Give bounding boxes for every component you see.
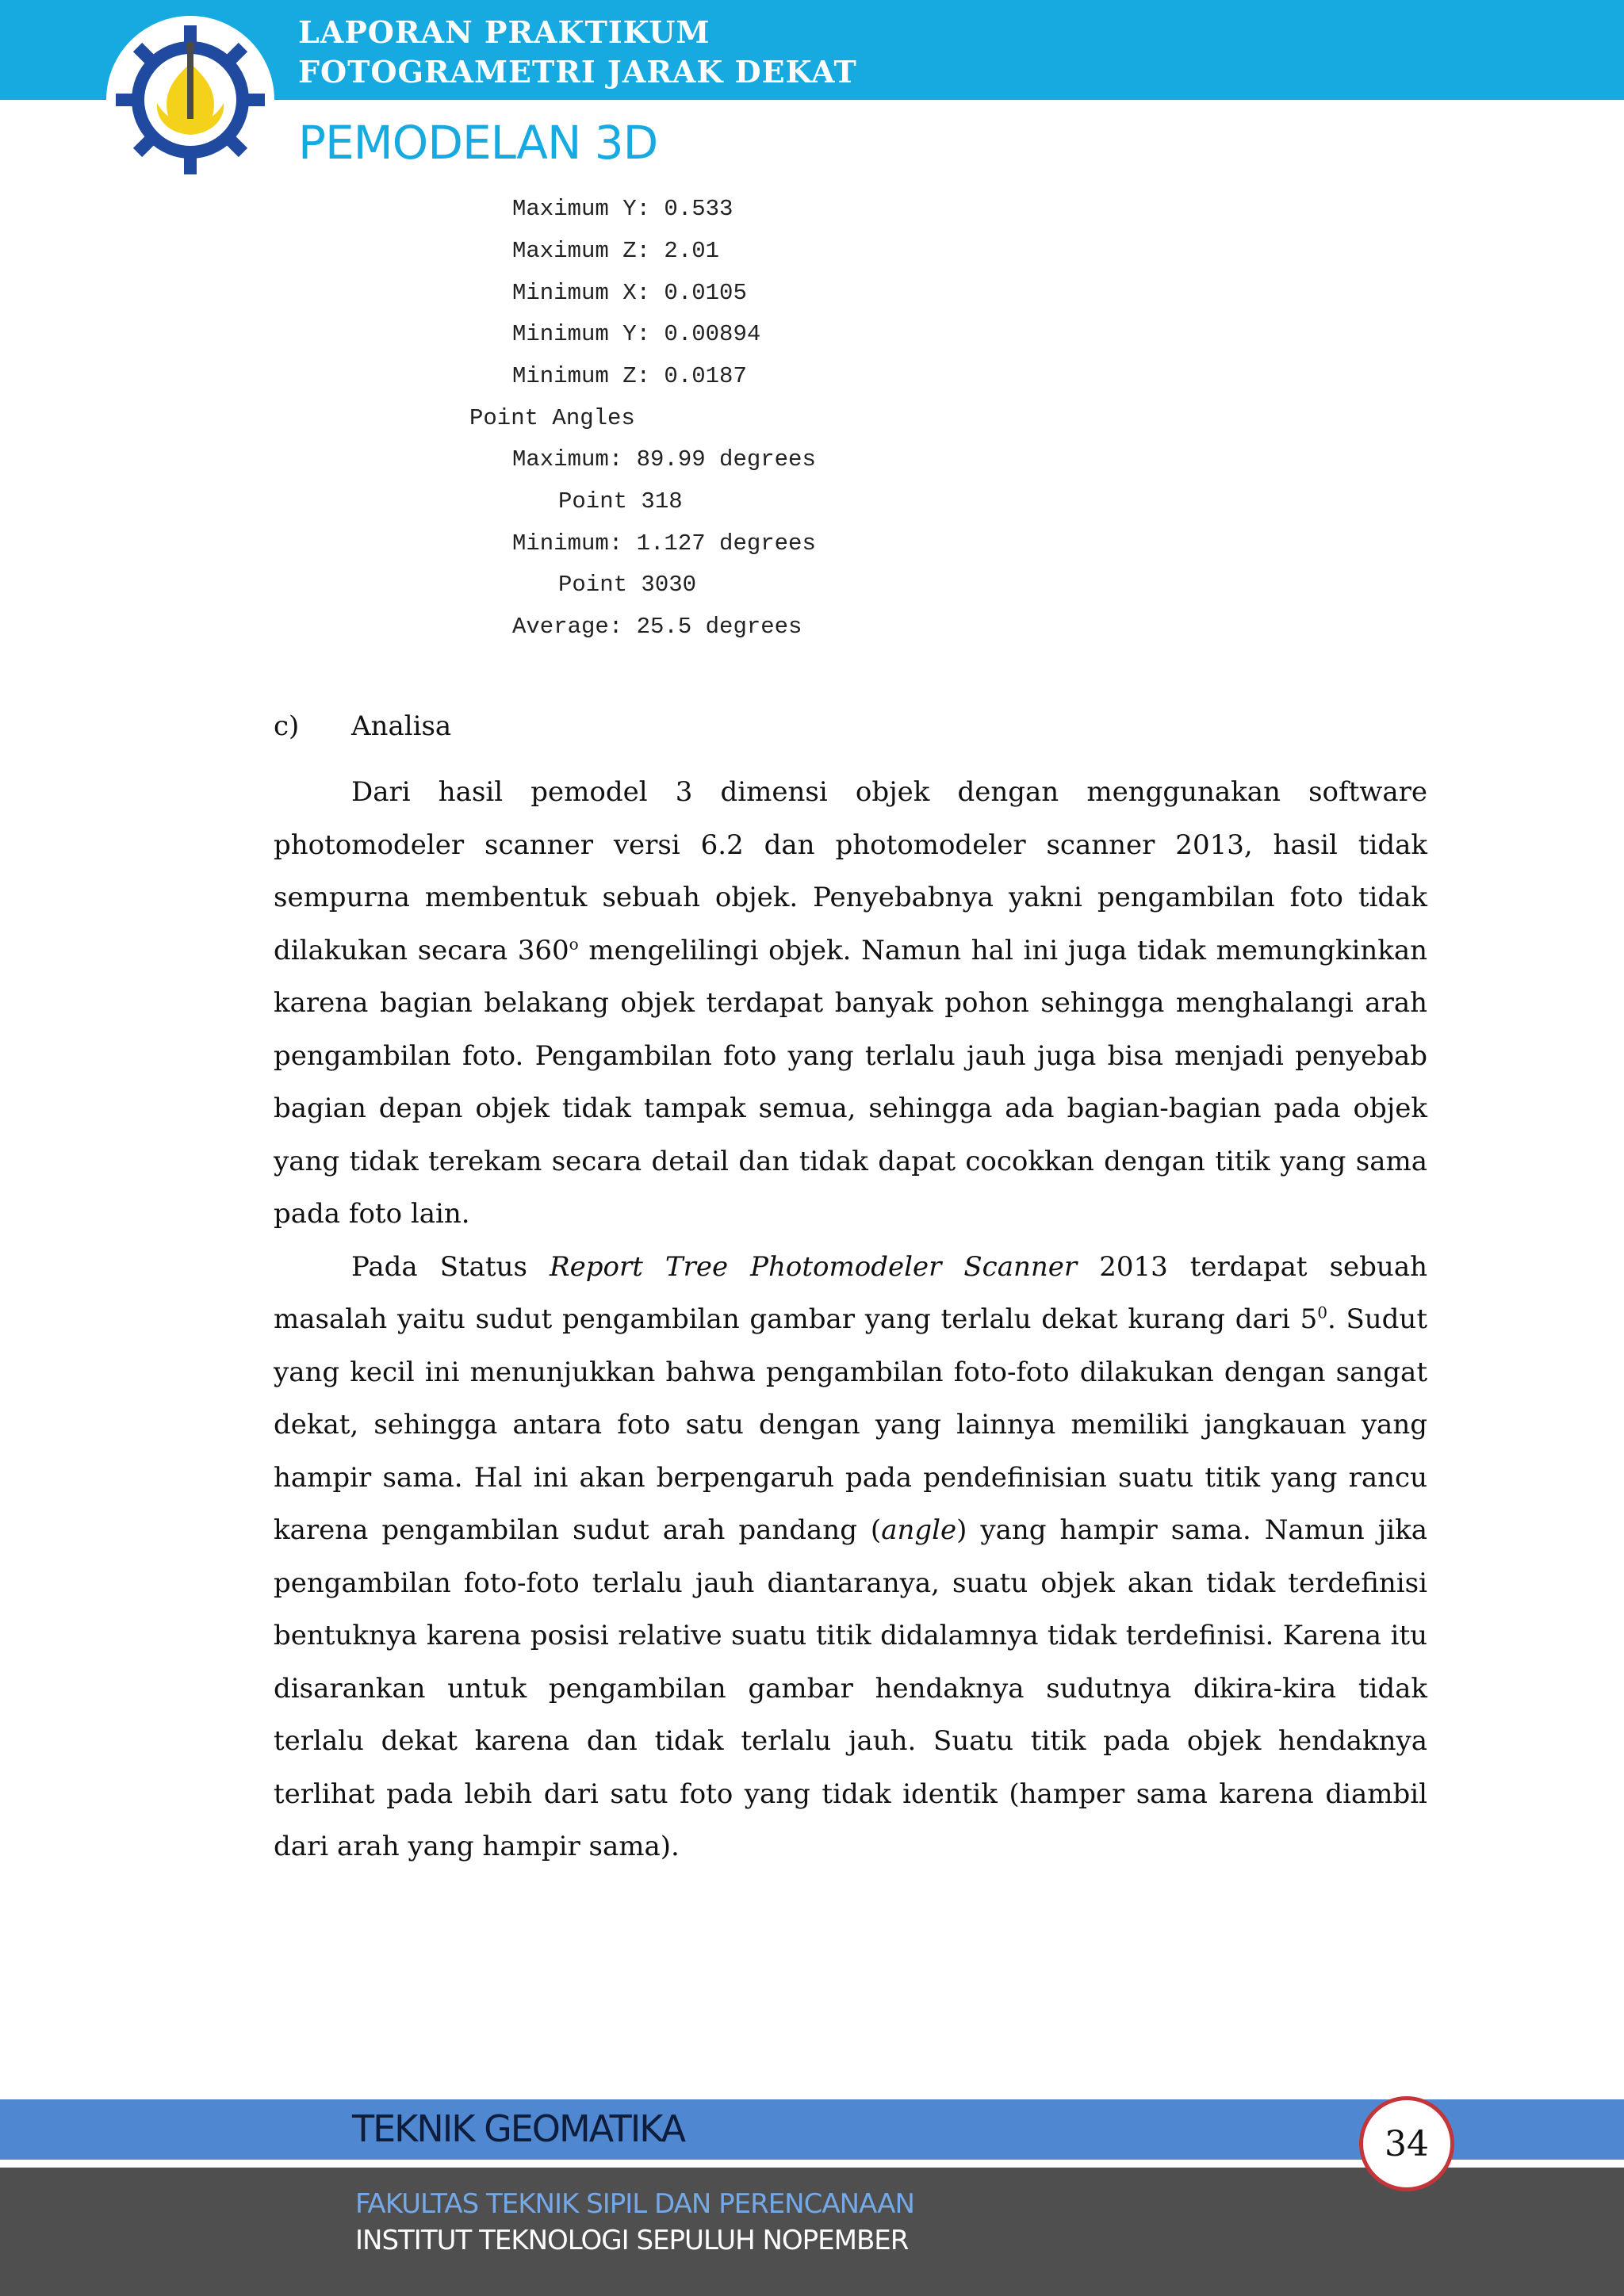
report-line: Maximum Y: 0.533 <box>512 196 733 222</box>
analysis-body <box>274 766 1427 1873</box>
report-title-line1: LAPORAN PRAKTIKUM <box>298 14 710 50</box>
report-line: Minimum Y: 0.00894 <box>512 321 761 347</box>
report-line: Minimum X: 0.0105 <box>512 280 747 306</box>
paragraph-2: Pada Status Report Tree Photomodeler Scanner 2013 terdapat sebuah masalah yaitu sudut pengambilan gambar yang terlalu dekat kurang dari $5^0$. Sudut yang kecil ini menunjukkan bahwa pengambilan foto-foto dilakukan dengan sangat dekat, sehingga antara foto satu dengan yang lainnya memiliki jangkauan yang hampir sama. Hal ini akan berpengaruh pada pendefinisian suatu titik yang rancu karena pengambilan sudut arah pandang (angle) yang hampir sama. Namun jika pengambilan foto-foto terlalu jauh diantaranya, suatu objek akan tidak terdefinisi bentuknya karena posisi relative suatu titik didalamnya tidak terdefinisi. Karena itu disarankan untuk pengambilan gambar hendaknya sudutnya dikira-kira tidak terlalu dekat karena dan tidak terlalu jauh. Suatu titik pada objek hendaknya terlihat pada lebih dari satu foto yang tidak identik (hamper sama karena diambil dari arah yang hampir sama). <box>274 1250 1428 1862</box>
page-number: 34 <box>1385 2123 1429 2164</box>
page-number-badge <box>1359 2096 1454 2191</box>
faculty-name: FAKULTAS TEKNIK SIPIL DAN PERENCANAAN <box>355 2188 914 2220</box>
section-label: c) <box>274 710 300 742</box>
section-title: Analisa <box>351 710 452 742</box>
report-title-line2: FOTOGRAMETRI JARAK DEKAT <box>298 54 857 90</box>
report-line: Maximum Z: 2.01 <box>512 238 720 264</box>
report-line: Minimum Z: 0.0187 <box>512 363 747 389</box>
report-line: Point 3030 <box>558 572 697 598</box>
paragraph-1: Dari hasil pemodel 3 dimensi objek dengan menggunakan software photomodeler scanner versi 6.2 dan photomodeler scanner 2013, hasil tidak sempurna membentuk sebuah objek. Penyebabnya yakni pengambilan foto tidak dilakukan secara 360$^o$ mengelilingi objek. Namun hal ini juga tidak memungkinkan karena bagian belakang objek terdapat banyak pohon sehingga menghalangi arah pengambilan foto. Pengambilan foto yang terlalu jauh juga bisa menjadi penyebab bagian depan objek tidak tampak semua, sehingga ada bagian-bagian pada objek yang tidak terekam secara detail dan tidak dapat cocokkan dengan titik yang sama pada foto lain. <box>274 776 1427 1230</box>
report-line: Point 318 <box>558 488 683 515</box>
report-line: Maximum: 89.99 degrees <box>512 446 816 473</box>
department-name: TEKNIK GEOMATIKA <box>352 2107 685 2150</box>
chapter-subtitle: PEMODELAN 3D <box>298 116 658 170</box>
report-line: Average: 25.5 degrees <box>512 614 802 640</box>
report-line: Minimum: 1.127 degrees <box>512 530 816 557</box>
report-line: Point Angles <box>469 405 635 431</box>
its-emblem-logo <box>105 14 276 186</box>
institute-name: INSTITUT TEKNOLOGI SEPULUH NOPEMBER <box>355 2225 909 2256</box>
